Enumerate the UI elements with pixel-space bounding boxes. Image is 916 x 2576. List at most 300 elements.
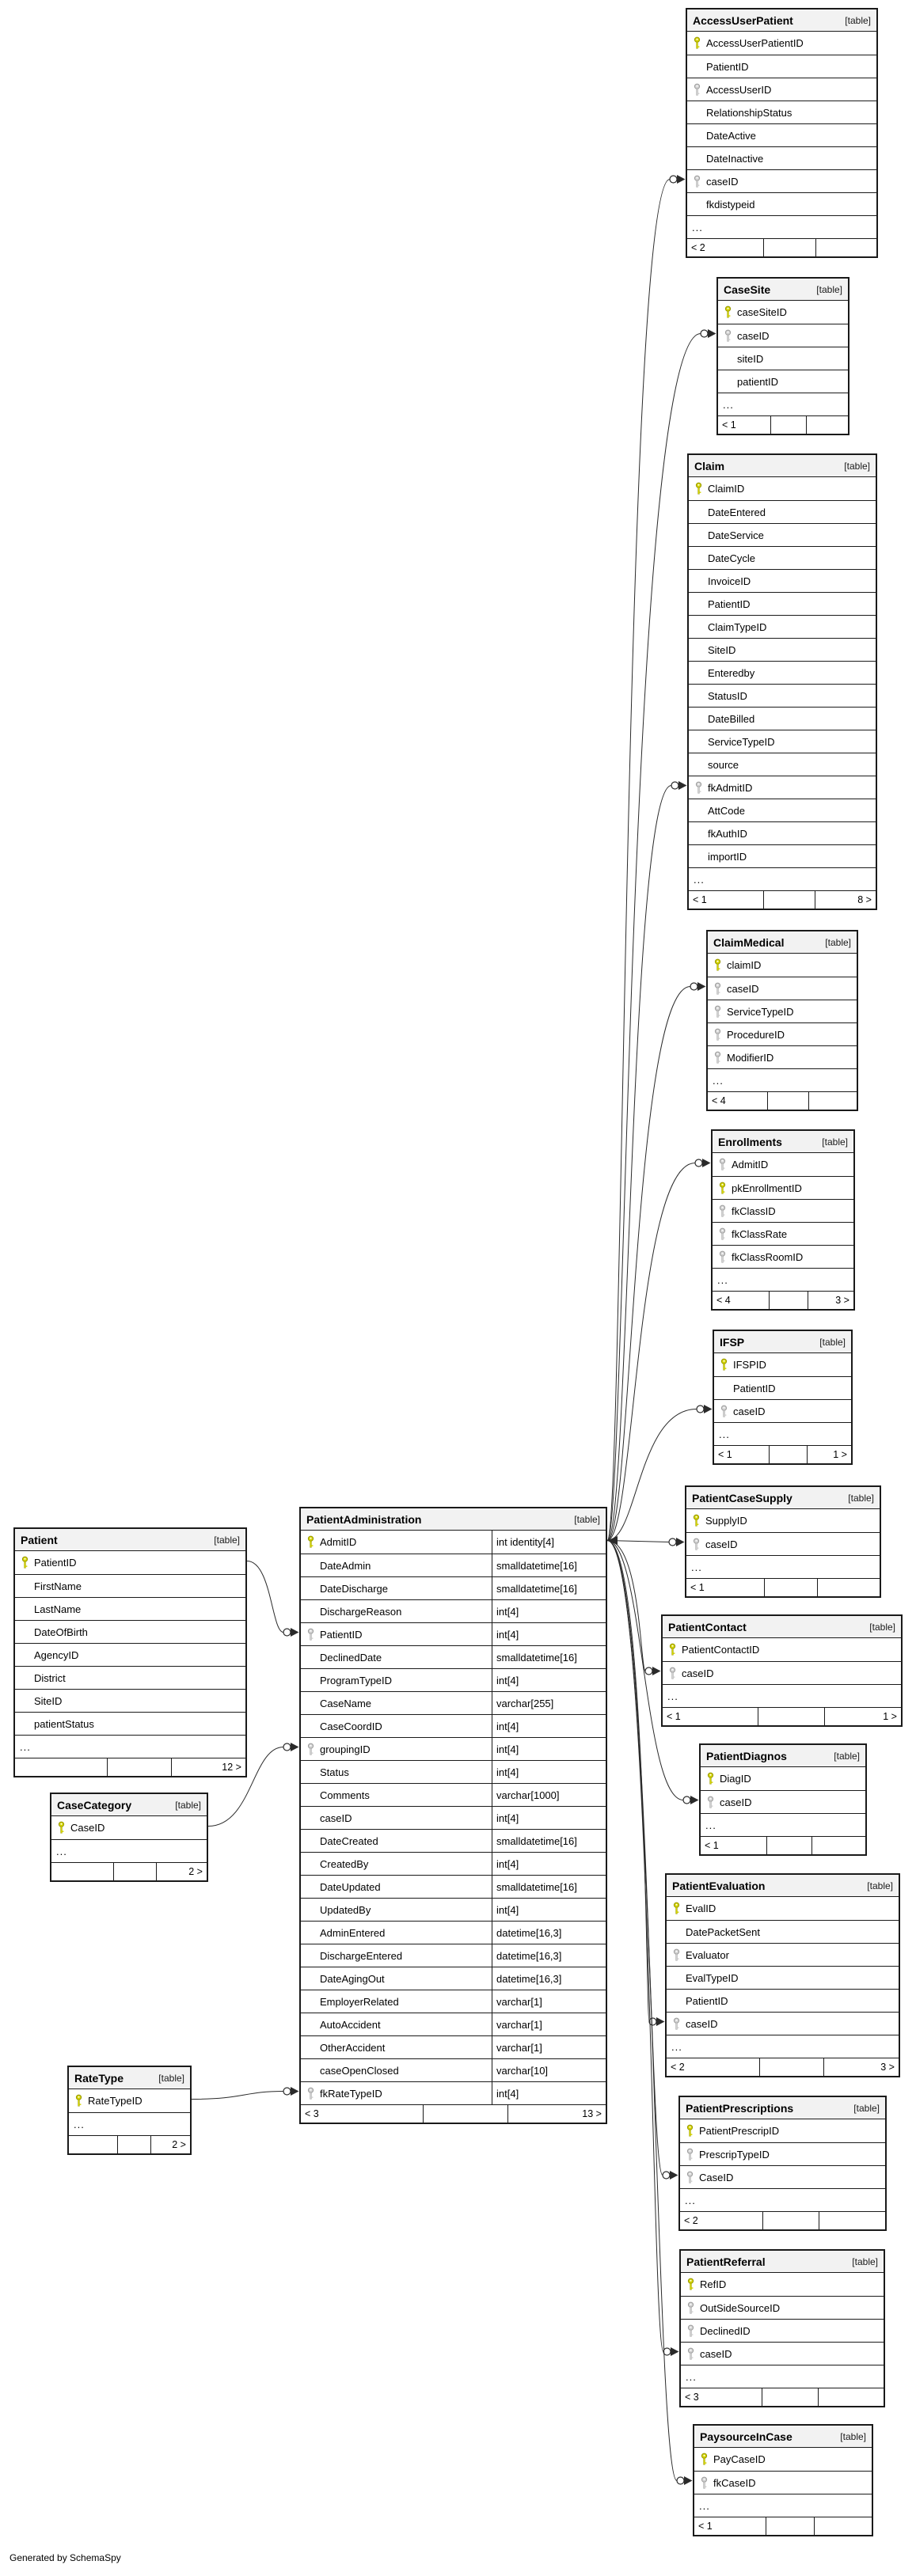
column-name: DateUpdated xyxy=(320,1880,381,1893)
column-name: ModifierID xyxy=(727,1051,774,1064)
more-columns-ellipsis: ... xyxy=(663,1684,901,1707)
column-row-fkclassroomid xyxy=(713,1245,853,1268)
foreign-key-icon xyxy=(714,1005,721,1019)
table-footer xyxy=(680,2211,885,2229)
column-row-groupingid xyxy=(301,1737,606,1760)
column-type: varchar[1] xyxy=(492,2013,606,2035)
footer-middle-cell xyxy=(763,239,816,256)
column-row-dateservice xyxy=(689,523,876,546)
table-name[interactable]: Patient xyxy=(21,1533,58,1546)
column-name: DateInactive xyxy=(706,152,764,165)
primary-key-icon xyxy=(693,1514,700,1527)
table-patientreferral[interactable] xyxy=(679,2249,885,2407)
parents-count xyxy=(815,2517,872,2535)
edge-arrowhead xyxy=(690,1796,699,1804)
table-header[interactable] xyxy=(15,1529,245,1551)
table-name[interactable]: PatientReferral xyxy=(686,2255,766,2268)
children-count: < 2 xyxy=(684,2215,698,2226)
children-count: < 3 xyxy=(685,2392,699,2403)
table-name[interactable]: PatientCaseSupply xyxy=(692,1491,792,1504)
children-count: < 1 xyxy=(722,419,736,431)
table-tag: [table] xyxy=(825,936,851,948)
parents-count: 3 > xyxy=(880,2062,895,2073)
column-type: int[4] xyxy=(492,1715,606,1737)
table-name[interactable]: Enrollments xyxy=(718,1135,782,1148)
footer-middle-cell xyxy=(766,1837,812,1854)
column-row-caseid xyxy=(718,324,848,347)
table-name[interactable]: PatientEvaluation xyxy=(672,1879,766,1892)
column-row-status xyxy=(301,1760,606,1783)
table-name[interactable]: PatientContact xyxy=(668,1620,747,1633)
table-paysourceincase[interactable] xyxy=(693,2424,873,2536)
column-row-evaluator xyxy=(667,1943,899,1966)
column-type: smalldatetime[16] xyxy=(492,1577,606,1599)
column-row-createdby xyxy=(301,1852,606,1875)
more-columns-ellipsis: ... xyxy=(687,215,876,238)
column-name: Enteredby xyxy=(708,666,755,679)
table-patientcontact[interactable] xyxy=(661,1614,903,1727)
table-header[interactable] xyxy=(69,2067,190,2089)
table-casecategory[interactable] xyxy=(50,1793,208,1882)
footer-middle-cell xyxy=(423,2105,508,2123)
table-header[interactable] xyxy=(663,1616,901,1638)
more-columns-ellipsis: ... xyxy=(686,1555,880,1578)
table-tag: [table] xyxy=(158,2072,184,2084)
more-columns-ellipsis: ... xyxy=(694,2494,872,2517)
column-name: DeclinedDate xyxy=(320,1651,382,1664)
column-row-fkclassrate xyxy=(713,1222,853,1245)
column-name: DateAdmin xyxy=(320,1559,371,1572)
column-row-claimid xyxy=(689,477,876,500)
column-row-fkadmitid xyxy=(689,776,876,799)
table-accessuserpatient[interactable] xyxy=(686,8,878,258)
column-row-patientid xyxy=(301,1622,606,1645)
table-header[interactable] xyxy=(51,1794,207,1816)
parents-count xyxy=(809,1092,857,1110)
column-row-caseid xyxy=(667,2012,899,2035)
column-row-dateofbirth xyxy=(15,1620,245,1643)
column-row-programtypeid xyxy=(301,1668,606,1691)
edge-arrowhead xyxy=(291,1628,299,1637)
column-row-importid xyxy=(689,844,876,867)
column-name: claimID xyxy=(727,959,762,971)
table-header[interactable] xyxy=(708,931,857,954)
table-tag: [table] xyxy=(844,460,870,472)
footer-middle-cell xyxy=(758,1708,824,1725)
children-count: < 1 xyxy=(705,1840,719,1851)
parents-count: 1 > xyxy=(833,1449,847,1460)
column-name: DeclinedID xyxy=(700,2324,751,2337)
table-header[interactable] xyxy=(718,279,848,301)
parents-count xyxy=(816,239,876,256)
column-name: importID xyxy=(708,850,747,863)
column-name: RateTypeID xyxy=(88,2095,143,2107)
relationship-edge xyxy=(607,1163,695,1541)
edge-circle-marker xyxy=(663,2348,671,2355)
column-name: SiteID xyxy=(708,643,736,656)
table-patientadministration[interactable] xyxy=(299,1507,607,2124)
column-name: SupplyID xyxy=(705,1515,747,1527)
table-patientevaluation[interactable] xyxy=(665,1873,900,2077)
table-header[interactable] xyxy=(701,1745,865,1767)
primary-key-icon xyxy=(719,1182,726,1195)
column-name: DateCreated xyxy=(320,1834,378,1847)
footer-middle-cell xyxy=(764,1579,818,1596)
column-row-casesiteid xyxy=(718,301,848,324)
edge-arrowhead xyxy=(684,2476,693,2485)
column-row-diagid xyxy=(701,1767,865,1790)
more-columns-ellipsis: ... xyxy=(69,2112,190,2135)
column-name: Evaluator xyxy=(686,1948,729,1961)
column-name: PatientID xyxy=(686,1994,728,2007)
table-claim[interactable] xyxy=(687,453,877,910)
column-name: pkEnrollmentID xyxy=(732,1182,802,1194)
column-name: Status xyxy=(320,1766,349,1778)
table-footer xyxy=(687,238,876,256)
table-header[interactable] xyxy=(686,1487,880,1509)
column-name: fkClassID xyxy=(732,1205,776,1217)
more-columns-ellipsis: ... xyxy=(718,393,848,415)
column-row-lastname xyxy=(15,1597,245,1620)
edge-arrowhead xyxy=(676,1538,685,1546)
table-footer xyxy=(694,2517,872,2535)
column-type: datetime[16,3] xyxy=(492,1967,606,1990)
column-name: ProgramTypeID xyxy=(320,1674,393,1686)
table-name[interactable]: IFSP xyxy=(720,1335,745,1349)
column-name: EvalTypeID xyxy=(686,1971,739,1984)
children-count: < 4 xyxy=(716,1295,731,1306)
edge-circle-marker xyxy=(283,1743,291,1751)
column-row-datecycle xyxy=(689,546,876,569)
column-row-patientcontactid xyxy=(663,1638,901,1661)
column-name: caseID xyxy=(727,982,759,995)
column-type: int identity[4] xyxy=(492,1531,606,1554)
relationship-edge xyxy=(607,1541,663,2176)
column-row-patientid xyxy=(667,1989,899,2012)
table-patient[interactable] xyxy=(13,1527,247,1777)
column-type: varchar[255] xyxy=(492,1692,606,1714)
column-name: SiteID xyxy=(34,1694,63,1707)
column-row-caseid xyxy=(301,1806,606,1829)
table-footer xyxy=(713,1291,853,1309)
column-type: varchar[1] xyxy=(492,1990,606,2013)
table-footer xyxy=(301,2104,606,2123)
children-count xyxy=(15,1758,107,1776)
parents-count: 3 > xyxy=(835,1295,849,1306)
column-name: caseID xyxy=(733,1405,766,1417)
column-row-patientid xyxy=(718,370,848,393)
column-name: DatePacketSent xyxy=(686,1925,760,1938)
primary-key-icon xyxy=(714,958,721,972)
column-row-dateactive xyxy=(687,123,876,146)
table-tag: [table] xyxy=(574,1513,600,1525)
column-name: groupingID xyxy=(320,1743,371,1755)
table-header[interactable] xyxy=(714,1331,851,1353)
column-name: caseSiteID xyxy=(737,306,787,318)
column-name: caseID xyxy=(320,1812,352,1824)
table-claimmedical[interactable] xyxy=(706,930,858,1111)
table-footer xyxy=(51,1862,207,1880)
column-name: fkClassRate xyxy=(732,1227,788,1240)
primary-key-icon xyxy=(707,1772,714,1785)
column-row-relationshipstatus xyxy=(687,101,876,123)
column-row-siteid xyxy=(15,1689,245,1712)
table-footer xyxy=(701,1836,865,1854)
table-header[interactable] xyxy=(713,1131,853,1153)
primary-key-icon xyxy=(724,305,732,319)
foreign-key-icon xyxy=(686,2171,694,2184)
column-row-declineddate xyxy=(301,1645,606,1668)
column-row-dischargeentered xyxy=(301,1944,606,1967)
edge-circle-marker xyxy=(690,983,697,990)
table-header[interactable] xyxy=(680,2097,885,2119)
column-name: AdminEntered xyxy=(320,1926,386,1939)
column-type: varchar[1] xyxy=(492,2036,606,2058)
column-name: AdmitID xyxy=(320,1536,357,1548)
table-footer xyxy=(667,2058,899,2076)
column-name: fkCaseID xyxy=(713,2476,756,2489)
children-count: < 1 xyxy=(690,1582,705,1593)
primary-key-icon xyxy=(694,36,701,50)
column-type: int[4] xyxy=(492,1669,606,1691)
more-columns-ellipsis: ... xyxy=(689,867,876,890)
table-name[interactable]: AccessUserPatient xyxy=(693,13,793,27)
footer-middle-cell xyxy=(107,1758,171,1776)
parents-count: 1 > xyxy=(883,1711,897,1722)
table-header[interactable] xyxy=(667,1875,899,1897)
column-row-servicetypeid xyxy=(708,1000,857,1022)
table-ratetype[interactable] xyxy=(67,2066,192,2155)
children-count: < 1 xyxy=(698,2521,713,2532)
column-name: caseID xyxy=(720,1796,752,1808)
table-tag: [table] xyxy=(845,14,871,26)
primary-key-icon xyxy=(686,2124,694,2138)
foreign-key-icon xyxy=(714,1051,721,1064)
column-row-caseid xyxy=(687,169,876,192)
column-row-dateagingout xyxy=(301,1967,606,1990)
table-header[interactable] xyxy=(301,1508,606,1531)
foreign-key-icon xyxy=(307,2087,314,2100)
table-header[interactable] xyxy=(694,2426,872,2448)
column-name: CaseName xyxy=(320,1697,372,1709)
column-row-caseid xyxy=(686,1532,880,1555)
more-columns-ellipsis: ... xyxy=(681,2365,884,2388)
column-row-caseid xyxy=(680,2165,885,2188)
table-name[interactable]: PatientAdministration xyxy=(306,1512,422,1526)
column-name: ClaimTypeID xyxy=(708,620,767,633)
column-name: LastName xyxy=(34,1603,82,1615)
column-name: DateOfBirth xyxy=(34,1626,88,1638)
column-row-invoiceid xyxy=(689,569,876,592)
column-name: CaseCoordID xyxy=(320,1720,382,1732)
foreign-key-icon xyxy=(724,329,732,343)
table-header[interactable] xyxy=(681,2251,884,2273)
edge-circle-marker xyxy=(671,782,678,789)
foreign-key-icon xyxy=(707,1796,714,1809)
column-name: PatientID xyxy=(320,1628,363,1641)
children-count: < 1 xyxy=(718,1449,732,1460)
column-type: smalldatetime[16] xyxy=(492,1830,606,1852)
column-name: caseID xyxy=(737,329,770,342)
column-name: Comments xyxy=(320,1789,370,1801)
primary-key-icon xyxy=(307,1535,314,1549)
column-row-datebilled xyxy=(689,707,876,730)
table-tag: [table] xyxy=(822,1136,848,1148)
column-name: CaseID xyxy=(699,2171,734,2183)
column-row-supplyid xyxy=(686,1509,880,1532)
table-name[interactable]: PatientPrescriptions xyxy=(686,2101,794,2115)
primary-key-icon xyxy=(58,1821,65,1834)
footer-middle-cell xyxy=(117,2136,151,2153)
column-name: DateAgingOut xyxy=(320,1972,385,1985)
column-name: DateBilled xyxy=(708,712,755,725)
table-footer xyxy=(718,415,848,434)
children-count: < 4 xyxy=(712,1095,726,1106)
parents-count: 13 > xyxy=(582,2108,602,2119)
column-row-caseid xyxy=(708,977,857,1000)
column-name: StatusID xyxy=(708,689,747,702)
column-row-procedureid xyxy=(708,1022,857,1045)
relationship-edge xyxy=(607,180,670,1541)
children-count: < 2 xyxy=(691,242,705,253)
children-count: < 1 xyxy=(667,1711,681,1722)
table-name[interactable]: PatientDiagnos xyxy=(706,1749,787,1762)
edge-arrowhead xyxy=(677,175,686,184)
column-name: PatientID xyxy=(706,60,749,73)
column-row-fkratetypeid xyxy=(301,2081,606,2104)
column-type: datetime[16,3] xyxy=(492,1922,606,1944)
parents-count xyxy=(819,2388,884,2406)
table-header[interactable] xyxy=(689,455,876,477)
table-tag: [table] xyxy=(819,1336,846,1348)
foreign-key-icon xyxy=(694,175,701,188)
edge-arrowhead xyxy=(291,1743,299,1751)
table-tag: [table] xyxy=(867,1880,893,1891)
table-name[interactable]: CaseSite xyxy=(724,283,771,296)
parents-count xyxy=(812,1837,865,1854)
table-casesite[interactable] xyxy=(716,277,849,435)
children-count xyxy=(51,1863,113,1880)
table-patientdiagnos[interactable] xyxy=(699,1743,867,1856)
foreign-key-icon xyxy=(720,1405,728,1418)
column-row-casename xyxy=(301,1691,606,1714)
table-tag: [table] xyxy=(853,2102,880,2114)
table-patientcasesupply[interactable] xyxy=(685,1485,881,1598)
edge-arrowhead xyxy=(671,2347,679,2356)
table-enrollments[interactable] xyxy=(711,1129,855,1311)
column-row-caseid xyxy=(663,1661,901,1684)
footer-middle-cell xyxy=(763,891,815,909)
table-name[interactable]: RateType xyxy=(74,2071,124,2085)
column-row-adminentered xyxy=(301,1921,606,1944)
column-row-comments xyxy=(301,1783,606,1806)
foreign-key-icon xyxy=(719,1250,726,1264)
column-row-admitid xyxy=(713,1153,853,1176)
column-name: caseID xyxy=(705,1538,738,1550)
column-row-updatedby xyxy=(301,1898,606,1921)
table-name[interactable]: Claim xyxy=(694,459,725,472)
table-footer xyxy=(15,1758,245,1776)
table-footer xyxy=(663,1707,901,1725)
column-row-siteid xyxy=(718,347,848,370)
column-name: OutSideSourceID xyxy=(700,2301,781,2314)
column-row-casecoordid xyxy=(301,1714,606,1737)
column-name: fkAuthID xyxy=(708,827,747,840)
foreign-key-icon xyxy=(307,1743,314,1756)
column-name: fkAdmitID xyxy=(708,781,753,794)
table-name[interactable]: CaseCategory xyxy=(57,1798,132,1812)
column-name: UpdatedBy xyxy=(320,1903,371,1916)
footer-middle-cell xyxy=(766,2517,815,2535)
foreign-key-icon xyxy=(714,1028,721,1041)
foreign-key-icon xyxy=(694,83,701,97)
column-name: PatientPrescripID xyxy=(699,2125,780,2137)
parents-count xyxy=(807,416,848,434)
edge-arrowhead xyxy=(678,781,687,790)
column-row-ratetypeid xyxy=(69,2089,190,2112)
column-row-employerrelated xyxy=(301,1990,606,2013)
more-columns-ellipsis: ... xyxy=(714,1422,851,1445)
table-tag: [table] xyxy=(834,1750,860,1762)
column-name: PatientID xyxy=(708,598,751,610)
column-name: CaseID xyxy=(70,1822,105,1834)
table-ifsp[interactable] xyxy=(713,1330,853,1465)
column-row-caseid xyxy=(701,1790,865,1813)
column-row-dateadmin xyxy=(301,1554,606,1576)
column-row-caseid xyxy=(714,1399,851,1422)
column-name: caseID xyxy=(700,2347,732,2360)
footer-middle-cell xyxy=(770,416,807,434)
table-patientprescriptions[interactable] xyxy=(678,2096,887,2231)
column-name: fkRateTypeID xyxy=(320,2087,382,2100)
column-name: caseID xyxy=(706,175,739,188)
table-name[interactable]: PaysourceInCase xyxy=(700,2430,792,2443)
column-name: PatientID xyxy=(34,1557,77,1569)
more-columns-ellipsis: ... xyxy=(51,1839,207,1862)
edge-arrowhead xyxy=(697,982,706,991)
table-header[interactable] xyxy=(687,9,876,32)
column-name: fkdistypeid xyxy=(706,198,755,211)
column-name: IFSPID xyxy=(733,1359,766,1371)
parents-count: 8 > xyxy=(857,894,872,905)
primary-key-icon xyxy=(687,2278,694,2291)
more-columns-ellipsis: ... xyxy=(15,1735,245,1758)
column-name: source xyxy=(708,758,739,771)
column-name: CreatedBy xyxy=(320,1857,369,1870)
table-tag: [table] xyxy=(214,1534,240,1546)
column-row-prescriptypeid xyxy=(680,2142,885,2165)
column-name: AgencyID xyxy=(34,1648,79,1661)
column-name: District xyxy=(34,1671,66,1684)
generated-by-note: Generated by SchemaSpy xyxy=(10,2552,121,2563)
column-row-declinedid xyxy=(681,2319,884,2342)
table-footer xyxy=(681,2388,884,2406)
table-name[interactable]: ClaimMedical xyxy=(713,935,785,949)
column-type: int[4] xyxy=(492,1600,606,1622)
column-type: varchar[10] xyxy=(492,2059,606,2081)
column-type: int[4] xyxy=(492,1807,606,1829)
column-type: int[4] xyxy=(492,1899,606,1921)
parents-count: 2 > xyxy=(172,2139,186,2150)
column-name: DiagID xyxy=(720,1773,751,1785)
table-footer xyxy=(69,2135,190,2153)
column-name: caseID xyxy=(682,1667,714,1679)
column-name: caseID xyxy=(686,2017,718,2030)
column-row-outsidesourceid xyxy=(681,2296,884,2319)
children-count xyxy=(69,2136,117,2153)
foreign-key-icon xyxy=(673,1948,680,1962)
table-tag: [table] xyxy=(869,1621,895,1633)
